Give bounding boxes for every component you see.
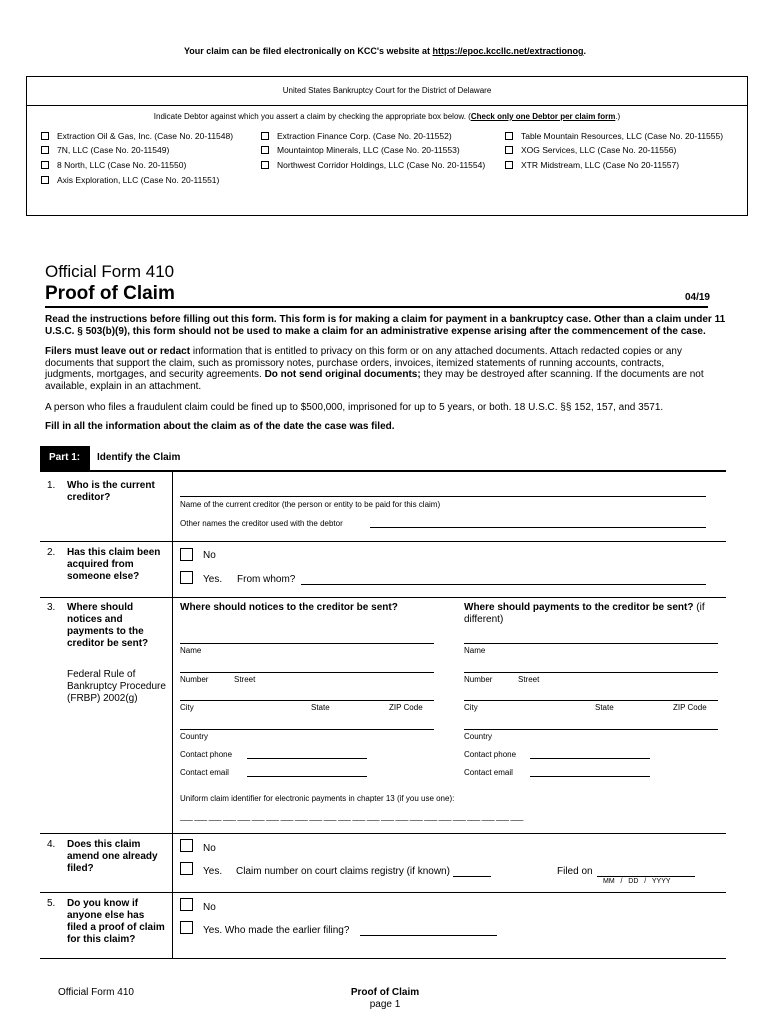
debtor-option-mountaintop[interactable] [261,145,460,155]
checkbox[interactable] [261,132,269,140]
notice-country-field[interactable] [180,729,434,730]
efiling-notice [0,46,770,56]
q3-question: Where should notices and payments to the creditor be sent? [67,602,149,649]
payment-city-field[interactable] [464,700,718,701]
notice-zip-label: ZIP Code [389,703,423,712]
q4-number: 4. [47,839,56,850]
notice-city-label: City [180,703,194,712]
debtor-option-7n[interactable] [41,145,169,155]
debtor-label: XOG Services, LLC (Case No. 20-11556) [521,145,677,155]
payment-phone-label: Contact phone [464,750,517,759]
court-name: United States Bankruptcy Court for the District of Delaware [282,86,492,95]
q2-no-checkbox[interactable] [180,548,193,561]
payment-name-field[interactable] [464,643,718,644]
q4-no-label: No [203,843,216,854]
checkbox[interactable] [41,176,49,184]
checkbox[interactable] [261,146,269,154]
payment-country-label: Country [464,732,493,741]
checkbox[interactable] [505,146,513,154]
payment-city-label: City [464,703,478,712]
q4-yes-label: Yes. [203,866,223,877]
checkbox[interactable] [505,161,513,169]
notice-city-field[interactable] [180,700,434,701]
notice-phone-field[interactable] [247,758,367,759]
q1-number: 1. [47,480,56,491]
q4-claim-number-label: Claim number on court claims registry (if known) [236,866,450,877]
footer-form-number: Official Form 410 [58,987,134,998]
notice-name-label: Name [180,646,202,655]
checkbox[interactable] [261,161,269,169]
payment-phone-field[interactable] [530,758,650,759]
debtor-label: Extraction Oil & Gas, Inc. (Case No. 20-11548) [57,131,234,141]
epoc-link[interactable]: https://epoc.kccllc.net/extractionog [432,46,584,56]
q2-yes-checkbox[interactable] [180,571,193,584]
q2-number: 2. [47,547,56,558]
debtor-label: 8 North, LLC (Case No. 20-11550) [57,160,187,170]
payment-street-label: Street [518,675,540,684]
other-names-field[interactable] [370,527,706,528]
debtor-option-extraction-finance[interactable] [261,131,452,141]
debtor-option-northwest-corridor[interactable] [261,160,485,170]
q4-filed-on-field[interactable] [597,876,695,877]
debtor-instruction-emphasis: Check only one Debtor per claim form [470,112,616,121]
debtor-instruction [27,112,747,121]
payments-heading-bold: Where should payments to the creditor be sent? [464,602,694,613]
fill-in-instruction: Fill in all the information about the claim as of the date the case was filed. [45,421,395,432]
q2-no-label: No [203,550,216,561]
debtor-label: Axis Exploration, LLC (Case No. 20-11551) [57,175,220,185]
debtor-label: Mountaintop Minerals, LLC (Case No. 20-11553) [277,145,460,155]
filers-emphasis-2: Do not send original documents; [264,369,421,380]
q2-question: Has this claim been acquired from someone else? [67,547,161,582]
debtor-label: 7N, LLC (Case No. 20-11549) [57,145,170,155]
q5-yes-checkbox[interactable] [180,921,193,934]
q4-filed-on-label: Filed on [557,866,593,877]
efiling-notice-suffix: . [583,46,587,56]
debtor-option-8-north[interactable] [41,160,186,170]
q1-question: Who is the current creditor? [67,480,155,503]
payment-name-label: Name [464,646,486,655]
payments-heading [464,602,714,626]
notice-country-label: Country [180,732,209,741]
footer-page-number: page 1 [369,999,401,1010]
debtor-option-table-mountain[interactable] [505,131,723,141]
debtor-label: Table Mountain Resources, LLC (Case No. 20-11555) [521,131,724,141]
q5-number: 5. [47,898,56,909]
debtor-option-axis-exploration[interactable] [41,175,219,185]
creditor-name-label: Name of the current creditor (the person or entity to be paid for this claim) [180,500,441,509]
filers-text: information that is entitled to privacy on this form or on any attached documents. Attach redacted copies or any documents that support the claim, such as promissory notes, purchase orders, invoices, itemized statements of running accounts, contracts, judgments, mortgages, and security agreements. [45,346,682,380]
court-box [26,76,748,216]
uci-field[interactable]: ___ ___ ___ ___ ___ ___ ___ ___ ___ ___ ___ ___ ___ ___ ___ ___ ___ ___ ___ ___ ___ ___ ___ ___ [180,812,523,821]
filers-emphasis: Filers must leave out or redact [45,346,191,357]
notice-street-field[interactable] [180,672,434,673]
form-version: 04/19 [684,292,710,303]
payment-email-label: Contact email [464,768,513,777]
payment-zip-label: ZIP Code [673,703,707,712]
q3-number: 3. [47,602,56,613]
notice-email-field[interactable] [247,776,367,777]
q4-question: Does this claim amend one already filed? [67,839,158,874]
q3-rule-reference: Federal Rule of Bankruptcy Procedure (FRBP) 2002(g) [67,669,166,704]
q5-question: Do you know if anyone else has filed a proof of claim for this claim? [67,898,165,945]
q4-date-format: MM / DD / YYYY [603,878,671,885]
notice-number-label: Number [180,675,209,684]
debtor-instruction-suffix: .) [615,112,621,121]
uci-label: Uniform claim identifier for electronic payments in chapter 13 (if you use one): [180,794,455,803]
payments-heading-rest: (if different) [464,602,705,625]
checkbox[interactable] [505,132,513,140]
debtor-option-extraction-oil-gas[interactable] [41,131,233,141]
q2-from-whom-field[interactable] [301,584,706,585]
efiling-notice-text: Your claim can be filed electronically on KCC's website at [183,46,433,56]
checkbox[interactable] [41,146,49,154]
fraud-warning: A person who files a fraudulent claim could be fined up to $500,000, imprisoned for up to 5 years, or both. 18 U.S.C. §§ 152, 157, and 3571. [45,402,664,413]
debtor-option-xog-services[interactable] [505,145,676,155]
instructions-paragraph: Read the instructions before filling out this form. This form is for making a claim for payment in a bankruptcy case. Other than a claim under 11 U.S.C. § 503(b)(9), this form should not be used to make a claim for an administrative expense arising after the commencement of the case. [45,314,726,337]
debtor-label: Northwest Corridor Holdings, LLC (Case No. 20-11554) [277,160,486,170]
q5-earlier-filing-field[interactable] [360,935,497,936]
payment-state-label: State [595,703,614,712]
notice-name-field[interactable] [180,643,434,644]
debtor-label: XTR Midstream, LLC (Case No 20-11557) [521,160,680,170]
notice-street-label: Street [234,675,256,684]
form-title: Proof of Claim [45,283,175,304]
form-number: Official Form 410 [45,262,175,281]
payment-number-label: Number [464,675,493,684]
debtor-option-xtr-midstream[interactable] [505,160,679,170]
checkbox[interactable] [41,161,49,169]
notice-phone-label: Contact phone [180,750,233,759]
q5-no-label: No [203,902,216,913]
q4-yes-checkbox[interactable] [180,862,193,875]
q2-from-whom-label: From whom? [237,574,296,585]
filers-text-2: they may be destroyed after scanning. If the documents are not available, explain in an attachment. [45,369,704,392]
checkbox[interactable] [41,132,49,140]
q4-claim-number-field[interactable] [453,876,491,877]
notice-state-label: State [311,703,330,712]
q5-yes-label: Yes. Who made the earlier filing? [203,925,350,936]
q4-no-checkbox[interactable] [180,839,193,852]
footer-form-title: Proof of Claim [350,987,420,998]
part1-badge-label: Part 1: [49,452,81,463]
other-names-label: Other names the creditor used with the debtor [180,519,343,528]
q2-yes-label: Yes. [203,574,223,585]
notice-email-label: Contact email [180,768,229,777]
creditor-name-field[interactable] [180,496,706,497]
debtor-instruction-text: Indicate Debtor against which you assert a claim by checking the appropriate box below. ( [153,112,471,121]
filers-paragraph [45,346,710,392]
debtor-label: Extraction Finance Corp. (Case No. 20-11552) [277,131,452,141]
notices-heading: Where should notices to the creditor be sent? [180,602,398,613]
q5-no-checkbox[interactable] [180,898,193,911]
payment-email-field[interactable] [530,776,650,777]
payment-street-field[interactable] [464,672,718,673]
part1-title: Identify the Claim [97,452,181,463]
payment-country-field[interactable] [464,729,718,730]
